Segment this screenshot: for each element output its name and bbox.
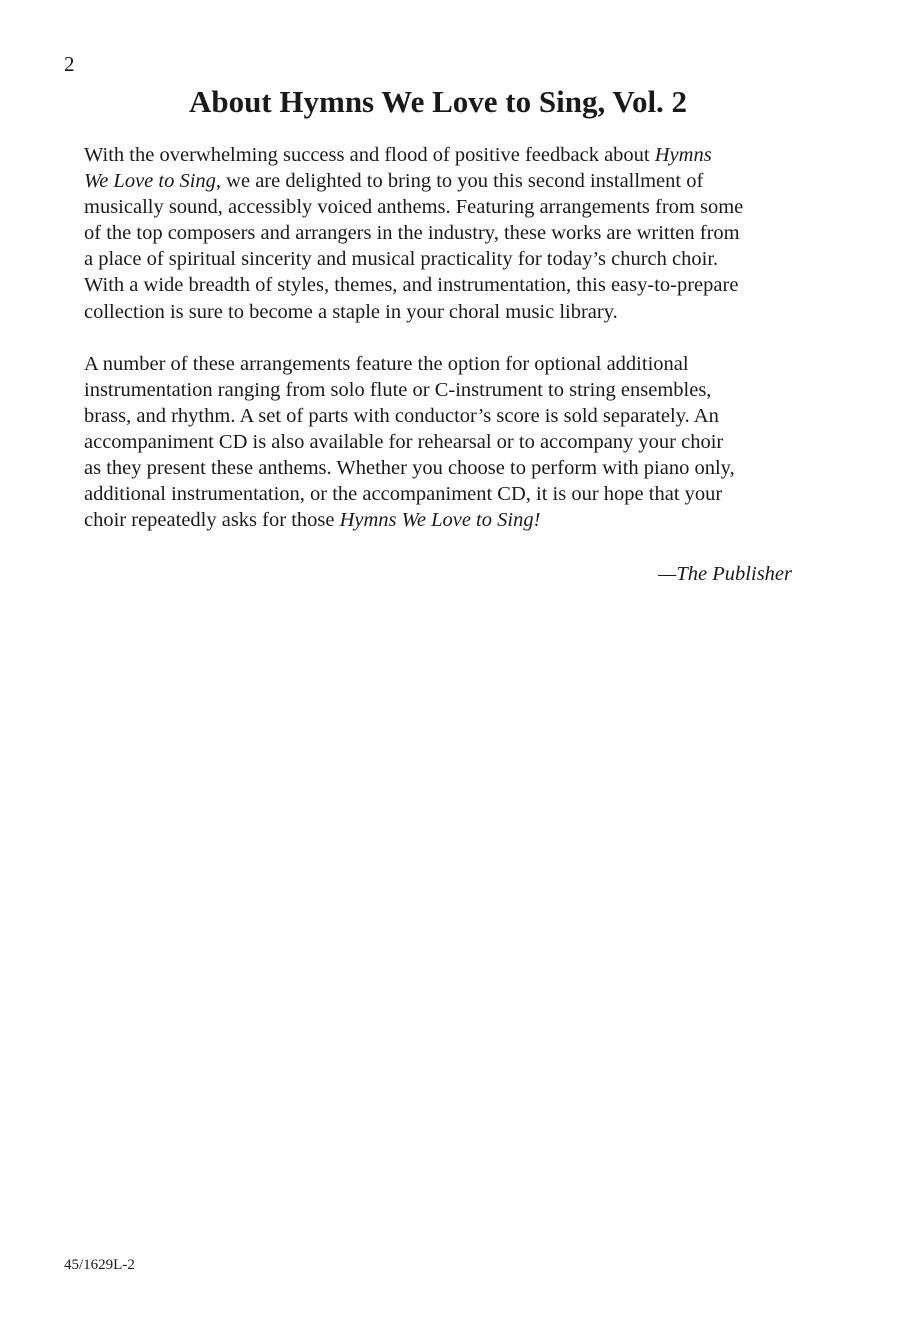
page-title: About Hymns We Love to Sing, Vol. 2 <box>188 84 688 119</box>
paragraph-2-line-5: as they present these anthems. Whether you choose to perform with piano only, <box>84 457 735 480</box>
italic-title-run: We Love to Sing, <box>84 170 222 193</box>
italic-title-run: Hymns <box>654 144 712 166</box>
body-text <box>84 142 824 559</box>
paragraph-1-line-7: collection is sure to become a staple in your choral music library. <box>84 300 618 323</box>
paragraph-1-line-1 <box>84 142 824 168</box>
paragraph-2-line-4: accompaniment CD is also available for rehearsal or to accompany your choir <box>84 430 724 453</box>
paragraph-2 <box>84 351 824 534</box>
paragraph-2-line-6: additional instrumentation, or the accompaniment CD, it is our hope that your <box>84 483 723 506</box>
italic-title-run: Hymns We Love to Sing! <box>339 509 541 532</box>
paragraph-2-line-1: A number of these arrangements feature the option for optional additional <box>84 352 689 375</box>
paragraph-1 <box>84 142 824 325</box>
paragraph-1-line-4: of the top composers and arrangers in the industry, these works are written from <box>84 222 740 245</box>
text-run: we are delighted to bring to you this second installment of <box>221 170 704 193</box>
paragraph-2-line-2: instrumentation ranging from solo flute or C-instrument to string ensembles, <box>84 378 712 401</box>
page-number: 2 <box>64 52 75 76</box>
paragraph-1-line-6: With a wide breadth of styles, themes, and instrumentation, this easy-to-prepare <box>84 274 739 297</box>
paragraph-2-line-3: brass, and rhythm. A set of parts with conductor’s score is sold separately. An <box>84 404 719 427</box>
text-run: With the overwhelming success and flood of positive feedback about <box>84 144 655 166</box>
paragraph-1-line-5: a place of spiritual sincerity and musical practicality for today’s church choir. <box>84 248 719 271</box>
text-run: choir repeatedly asks for those <box>84 509 340 532</box>
paragraph-1-line-2 <box>84 168 824 194</box>
paragraph-2-line-7 <box>84 507 824 533</box>
catalog-code: 45/1629L-2 <box>64 1257 135 1273</box>
signature: —The Publisher <box>658 563 792 585</box>
paragraph-1-line-3: musically sound, accessibly voiced anthems. Featuring arrangements from some <box>84 196 744 219</box>
